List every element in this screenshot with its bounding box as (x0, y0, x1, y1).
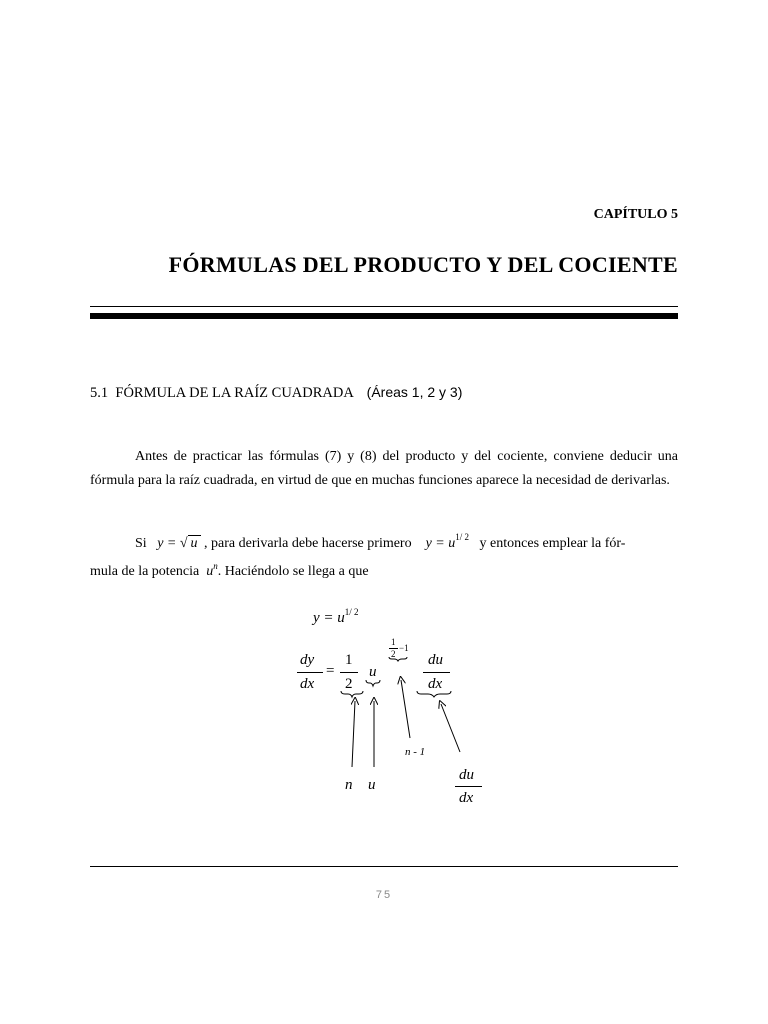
exp-den: 2 (391, 649, 396, 659)
label-n: n (345, 777, 353, 793)
section-areas: (Áreas 1, 2 y 3) (366, 384, 463, 400)
equals-sign: = (326, 663, 335, 679)
label-dx: dx (459, 790, 474, 806)
label-n-minus-1: n - 1 (405, 746, 426, 758)
eq-top-base: y = u (313, 610, 345, 626)
paragraph2-end-text: y entonces emplear la fór- (479, 536, 626, 551)
si-word: Si (135, 536, 147, 551)
chapter-title: FÓRMULAS DEL PRODUCTO Y DEL COCIENTE (168, 252, 678, 277)
eq2-exponent: 1/ 2 (455, 532, 470, 542)
exp-minus-one: −1 (399, 643, 409, 653)
eq1-lhs: y = (157, 536, 177, 551)
power-exponent: n (213, 561, 218, 571)
power-base: u (206, 564, 214, 579)
brace-dudx (417, 691, 451, 697)
frac-dx: dx (300, 676, 315, 692)
frac-two: 2 (345, 676, 353, 692)
section-title: FÓRMULA DE LA RAÍZ CUADRADA (115, 385, 354, 401)
label-du: du (459, 767, 474, 783)
arrow-dudx (441, 704, 460, 752)
base-u: u (369, 664, 377, 680)
footer-rule (90, 866, 678, 867)
arrow-n (352, 701, 355, 767)
frac-dx2: dx (428, 676, 443, 692)
frac-dy: dy (300, 652, 315, 668)
brace-u (366, 680, 380, 686)
chapter-label: CAPÍTULO 5 (593, 207, 678, 222)
arrow-n-minus-1 (401, 680, 410, 738)
label-u: u (368, 777, 376, 793)
label-frac-bar (455, 786, 482, 787)
eq2-base: y = u (425, 536, 456, 551)
brace-half (341, 691, 363, 697)
intro-paragraph: Antes de practicar las fórmulas (7) y (8) del producto y del cociente, conviene deducir una fórmula para la raíz cuadrada, en virtud de que en muchas funciones aparece la necesidad de derivarlas. (90, 449, 678, 488)
exp-num: 1 (391, 637, 396, 647)
eq-top-exponent: 1/ 2 (344, 607, 359, 617)
frac-one: 1 (345, 652, 353, 668)
section-number: 5.1 (90, 385, 109, 401)
page-number: 75 (375, 889, 393, 901)
paragraph2-line2-end: . Haciéndolo se llega a que (217, 564, 369, 579)
frac-du: du (428, 652, 443, 668)
brace-exponent (389, 657, 407, 661)
paragraph2-line2-start: mula de la potencia (90, 564, 200, 579)
sqrt-symbol: √ (179, 536, 188, 551)
eq1-radicand: u (188, 535, 201, 552)
paragraph2-mid-text: , para derivarla debe hacerse primero (204, 536, 412, 551)
